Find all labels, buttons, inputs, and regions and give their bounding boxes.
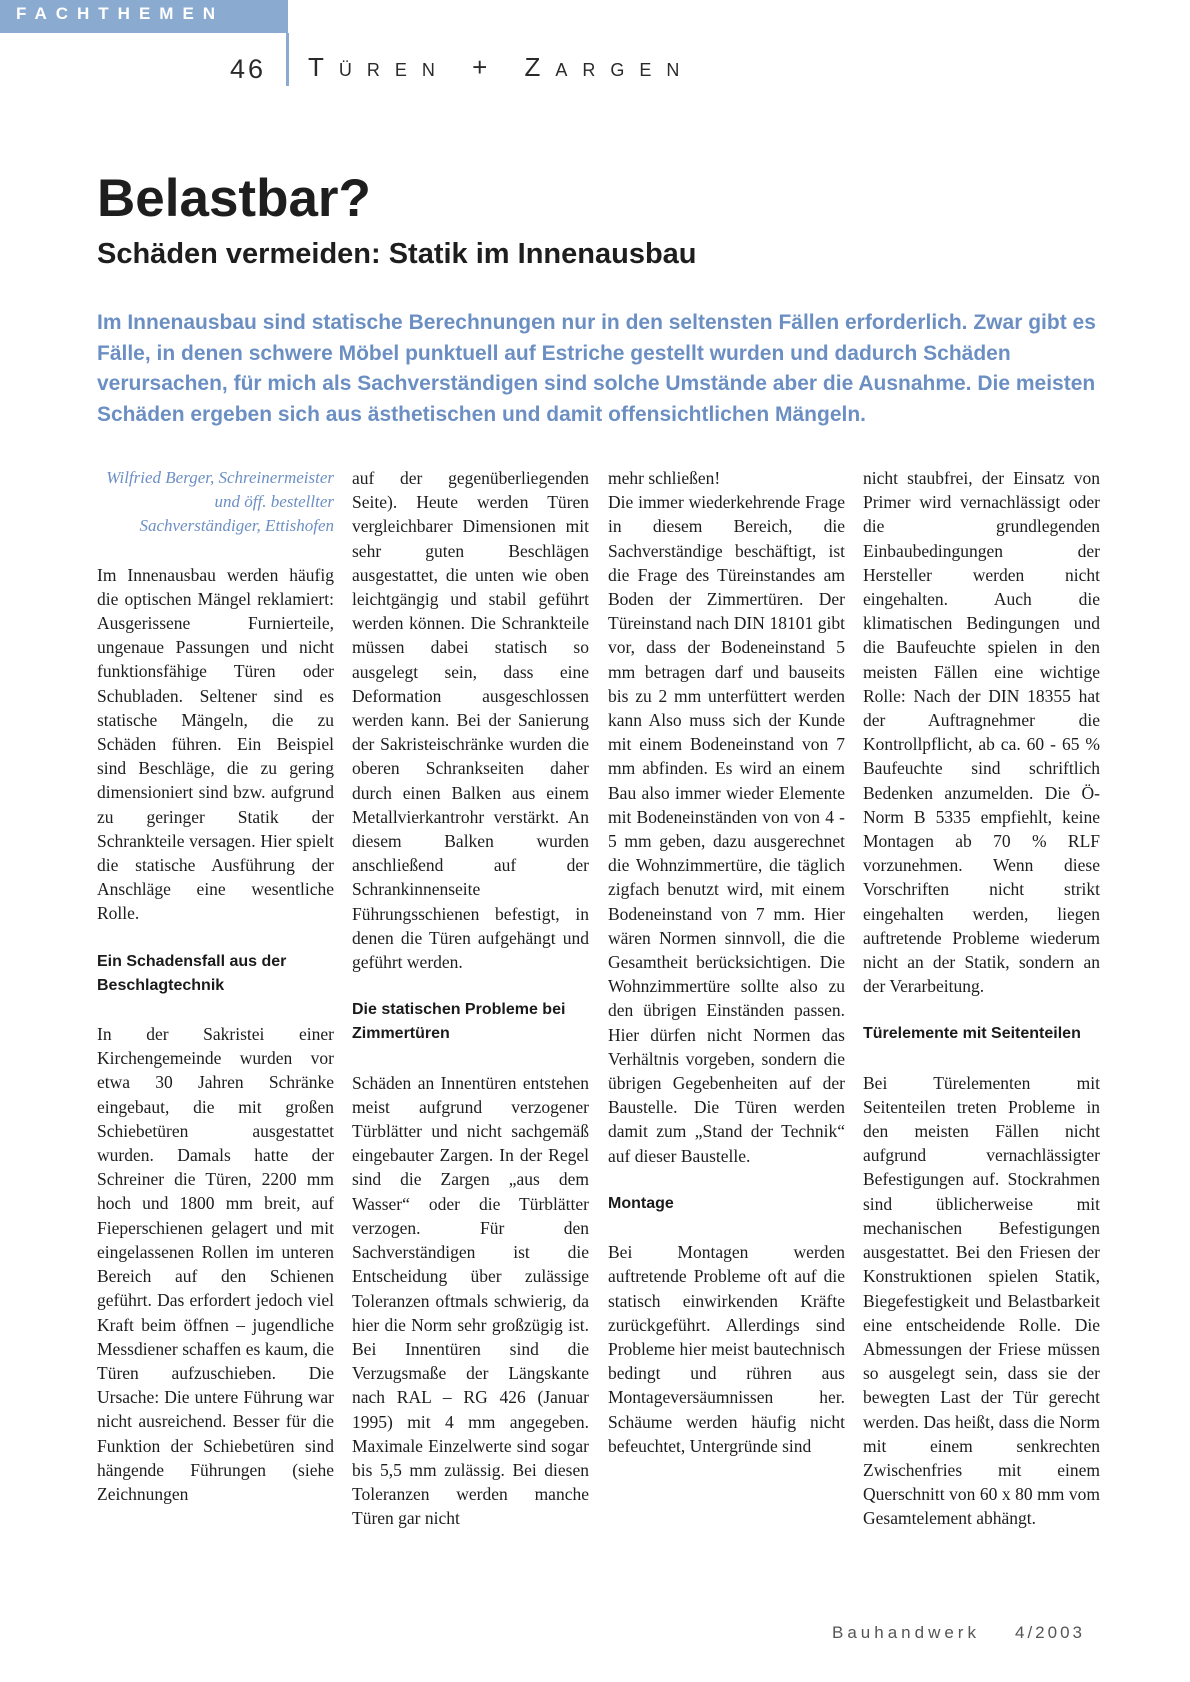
- body-paragraph: Bei Montagen werden auftretende Probleme oft auf die statisch einwirkenden Kräfte zurückgeführt. Allerdings sind Probleme hier meist bautechnisch bedingt und rühren aus Montageversäumnissen her. Schäume werden häufig nicht befeuchtet, Untergründe sind: [608, 1242, 845, 1456]
- section-title: Türen + Zargen: [308, 52, 695, 82]
- article-lead: Im Innenausbau sind statische Berechnungen nur in den seltensten Fällen erforderlich. Zwar gibt es Fälle, in denen schwere Möbel punktuell auf Estriche gestellt wurden und dadurch Schäden verursachen, für mich als Sachverständigen sind solche Umstände aber die Ausnahme. Die meisten Schäden ergeben sich aus ästhetischen und damit offensichtlichen Mängeln.: [97, 311, 1096, 426]
- section-heading: Die statischen Probleme bei Zimmertüren: [352, 1001, 566, 1043]
- section-heading: Ein Schadensfall aus der Beschlagtechnik: [97, 952, 287, 994]
- text-column-2: [352, 466, 589, 1531]
- body-paragraph: mehr schließen!: [608, 468, 721, 488]
- category-tag: [0, 0, 288, 33]
- section-heading: Montage: [608, 1194, 674, 1212]
- header-divider: [286, 33, 289, 86]
- text-column-4: [863, 466, 1100, 1531]
- article-subtitle: Schäden vermeiden: Statik im Innenausbau: [97, 238, 697, 270]
- footer-magazine: Bauhandwerk: [832, 1623, 980, 1642]
- body-paragraph: Die immer wiederkehrende Frage in diesem Bereich, die Sachverständige beschäftigt, ist die Frage des Türeinstandes am Boden der Zimmertüren. Der Türeinstand nach DIN 18101 gibt vor, dass der Bodeneinstand 5 mm betragen darf und bauseits bis zu 2 mm unterfüttert werden kann Also muss sich der Kunde mit einem Bodeneinstand von 7 mm abfinden. Es wird an einem Bau also immer wieder Elemente mit Bodeneinständen von von 4 - 5 mm geben, dazu ausgerechnet die Wohnzimmertüre, die täglich zigfach benutzt wird, mit einem Bodeneinstand von 7 mm. Hier wären Normen sinnvoll, die die Gesamtheit berücksichtigen. Die Wohnzimmertüre sollte also zu den übrigen Einständen passen. Hier dürfen nicht Normen das Verhältnis vorgeben, sondern die übrigen Gegebenheiten auf der Baustelle. Die Türen werden damit zum „Stand der Technik“ auf dieser Baustelle.: [608, 492, 845, 1166]
- body-paragraph: auf der gegenüberliegenden Seite). Heute werden Türen vergleichbarer Dimensionen mit sehr guten Beschlägen ausgestattet, die unten wie oben leichtgängig und stabil geführt werden können. Die Schrankteile müssen dabei statisch so ausgelegt sein, dass eine Deformation ausgeschlossen werden kann. Bei der Sanierung der Sakristeischränke wurden die oberen Schrankseiten daher durch einen Balken aus einem Metallvierkantrohr verstärkt. An diesem Balken wurden anschließend auf der Schrankinnenseite Führungsschienen befestigt, in denen die Türen aufgehängt und geführt werden.: [352, 468, 589, 973]
- section-heading: Türelemente mit Seitenteilen: [863, 1025, 1081, 1043]
- body-paragraph: Bei Türelementen mit Seitenteilen treten Probleme in den meisten Fällen nicht aufgrund vernachlässigter Befestigungen auf. Stockrahmen sind üblicherweise mit mechanischen Befestigungen ausgestattet. Bei den Friesen der Konstruktionen spielen Statik, Biegefestigkeit und Belastbarkeit eine entscheidende Rolle. Die Abmessungen der Friese müssen so ausgelegt sein, dass sie der bewegten Last der Tür gerecht werden. Das heißt, dass die Norm mit einem senkrechten Zwischenfries mit einem Querschnitt von 60 x 80 mm vom Gesamtelement abhängt.: [863, 1072, 1100, 1529]
- text-column-1: [97, 466, 334, 1506]
- body-paragraph: In der Sakristei einer Kirchengemeinde wurden vor etwa 30 Jahren Schränke eingebaut, die mit großen Schiebetüren ausgestattet wurden. Damals hatte der Schreiner die Türen, 2200 mm hoch und 1800 mm breit, auf Fieperschienen gelagert und mit eingelassenen Rollen im unteren Bereich auf den Schienen geführt. Das erfordert jedoch viel Kraft beim öffnen – jugendliche Messdiener schaffen es kaum, die Türen aufzuschieben. Die Ursache: Die untere Führung war nicht ausreichend. Besser für die Funktion der Schiebetüren sind hängende Führungen (siehe Zeichnungen: [97, 1024, 334, 1504]
- author-credit: Wilfried Berger, Schreinermeister und öff. bestellter Sachverständiger, Ettishofen: [106, 468, 334, 536]
- page-number: 46: [230, 54, 267, 84]
- footer-issue: 4/2003: [1015, 1623, 1085, 1642]
- article-title: Belastbar?: [97, 169, 371, 228]
- body-paragraph: Im Innenausbau werden häufig die optischen Mängel reklamiert: Ausgerissene Furnierteile, ungenaue Passungen und nicht funktionsfähige Türen oder Schubladen. Seltener sind es statische Mängeln, die zu Schäden führen. Ein Beispiel sind Beschläge, die zu gering dimensioniert sind bzw. aufgrund zu geringer Statik der Schrankteile versagen. Hier spielt die statische Ausführung der Anschläge eine wesentliche Rolle.: [97, 564, 334, 924]
- body-paragraph: nicht staubfrei, der Einsatz von Primer wird vernachlässigt oder die grundlegenden Einbaubedingungen der Hersteller werden nicht eingehalten. Auch die klimatischen Bedingungen und die Baufeuchte spielen in den meisten Fällen eine wichtige Rolle: Nach der DIN 18355 hat der Auftragnehmer die Kontrollpflicht, ab ca. 60 - 65 % Baufeuchte sind schriftlich Bedenken anzumelden. Die Ö-Norm B 5335 empfiehlt, keine Montagen ab 70 % RLF vorzunehmen. Wenn diese Vorschriften nicht strikt eingehalten werden, liegen auftretende Probleme wiederum nicht an der Statik, sondern an der Verarbeitung.: [863, 468, 1100, 997]
- category-label: FACHTHEMEN: [16, 4, 225, 23]
- body-paragraph: Schäden an Innentüren entstehen meist aufgrund verzogener Türblätter und nicht sachgemäß eingebauter Zargen. In der Regel sind die Zargen „aus dem Wasser“ oder die Türblätter verzogen. Für den Sachverständigen ist die Entscheidung über zulässige Toleranzen oftmals schwierig, da hier die Norm sehr großzügig ist. Bei Innentüren sind die Verzugsmaße der Längskante nach RAL – RG 426 (Januar 1995) mit 4 mm angegeben. Maximale Einzelwerte sind sogar bis 5,5 mm zulässig. Bei diesen Toleranzen werden manche Türen gar nicht: [352, 1072, 589, 1529]
- text-column-3: [608, 466, 845, 1458]
